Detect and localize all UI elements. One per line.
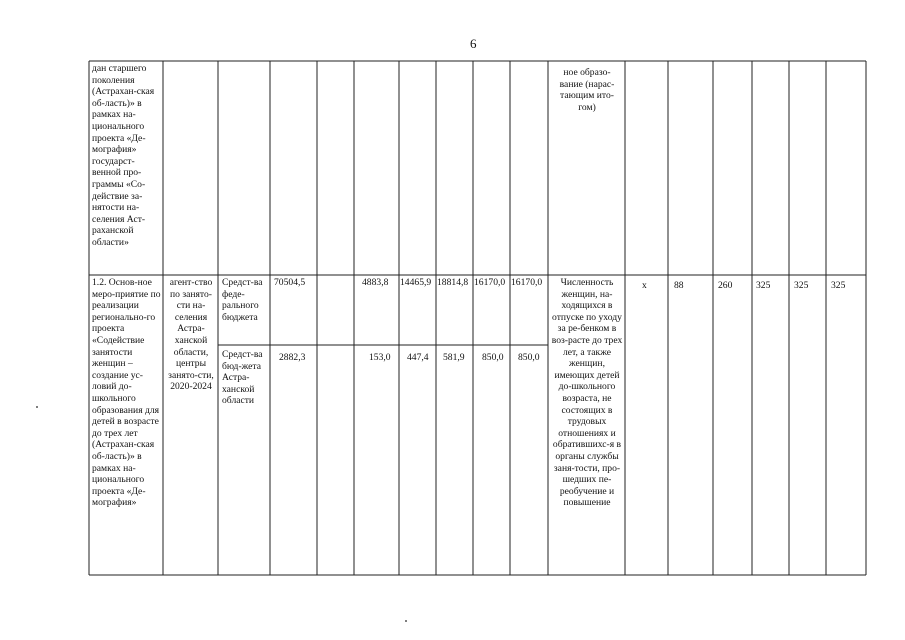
funding-source-regional: Средст-ва бюд-жета Астра-ханской области — [222, 349, 263, 407]
regional-total: 2882,3 — [279, 352, 306, 363]
regional-2022: 447,4 — [407, 352, 429, 363]
federal-2021: 4883,8 — [362, 277, 389, 288]
target-2020: 88 — [674, 280, 684, 291]
target-2024: 325 — [831, 280, 846, 291]
federal-2025: 16170,0 — [511, 277, 543, 288]
federal-2024: 16170,0 — [474, 277, 506, 288]
event-1-2-name: 1.2. Основ-ное меро-приятие по реализации регионально-го проекта «Содействие занятости женщин – создание ус-ловий до-школьного образования для детей в возрасте до трех лет (Астрахан-ская об-ласть)» в рамках на-ционального проекта «Де-мография» — [92, 277, 161, 509]
page-number: 6 — [470, 36, 477, 51]
scan-speck — [405, 620, 407, 622]
indicator-text: Численность женщин, на-ходящихся в отпуске по уходу за ре-бенком в воз-расте до трех лет, а также женщин, имеющих детей до-школьного возраста, не состоящих в трудовых отношениях и обратившихс-я в органы службы заня-тости, про-шедших пе-реобучение и повышение — [551, 277, 623, 509]
target-2023: 325 — [794, 280, 809, 291]
target-2022: 325 — [756, 280, 771, 291]
regional-2023: 581,9 — [443, 352, 465, 363]
target-2021: 260 — [718, 280, 733, 291]
federal-total: 70504,5 — [274, 277, 306, 288]
funding-source-federal: Средст-ва феде-рального бюджета — [222, 277, 263, 323]
federal-2023: 18814,8 — [437, 277, 469, 288]
prev-row-indicator: ное образо-вание (нарас-тающим ито-гом) — [559, 67, 615, 113]
event-1-2-executor: агент-ство по занято-сти на-селения Астра-ханской области, центры занято-сти, 2020-2024 — [168, 277, 214, 393]
regional-2021: 153,0 — [369, 352, 391, 363]
regional-2024: 850,0 — [482, 352, 504, 363]
regional-2025: 850,0 — [518, 352, 540, 363]
target-base: х — [642, 280, 647, 291]
scan-speck — [36, 406, 38, 408]
prev-row-event-name: дан старшего поколения (Астрахан-ская об-ласть)» в рамках на-ционального проекта «Де-мография» государст-венной про-граммы «Со-действие за-нятости на-селения Аст-раханской области» — [92, 63, 155, 248]
federal-2022: 14465,9 — [400, 277, 432, 288]
